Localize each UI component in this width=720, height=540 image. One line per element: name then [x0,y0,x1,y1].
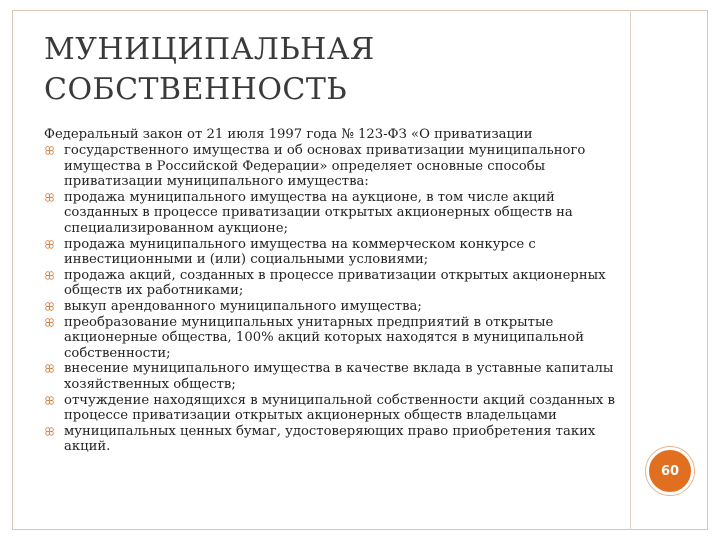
list-item-text: муниципальных ценных бумаг, удостоверяющих право приобретения таких акций. [64,423,596,455]
list-item [44,361,624,392]
intro-text: Федеральный закон от 21 июля 1997 года № 123-ФЗ «О приватизации [44,127,533,142]
clover-bullet-icon [45,364,54,373]
clover-bullet-icon [45,302,54,311]
slide-title [44,30,604,110]
list-item [44,190,624,237]
title-line-2: СОБСТВЕННОСТЬ [44,72,348,107]
list-item-text: государственного имущества и об основах приватизации муниципального имущества в Российской Федерации» определяет основные способы приватизации муниципального имущества: [64,143,586,190]
list-item [44,424,624,455]
clover-bullet-icon [45,240,54,249]
list-item-text: продажа акций, созданных в процессе приватизации открытых акционерных обществ их работниками; [64,267,606,299]
clover-bullet-icon [45,146,54,155]
list-item-text: выкуп арендованного муниципального имущества; [64,298,422,314]
list-item-text: преобразование муниципальных унитарных предприятий в открытые акционерные общества, 100% акций которых находятся в муниципальной собственности; [64,314,585,361]
list-item-text: отчуждение находящихся в муниципальной собственности акций созданных в процессе приватизации открытых акционерных обществ владельцами [64,392,615,424]
bullet-list [44,143,624,455]
list-item [44,299,624,315]
clover-bullet-icon [45,396,54,405]
list-item-text: внесение муниципального имущества в качестве вклада в уставные капиталы хозяйственных обществ; [64,361,614,392]
page-number-badge: 60 [646,447,694,495]
clover-bullet-icon [45,271,54,280]
clover-bullet-icon [45,427,54,436]
list-item [44,143,624,190]
list-item-text: продажа муниципального имущества на аукционе, в том числе акций созданных в процессе приватизации открытых акционерных обществ на специализированном аукционе; [64,189,573,236]
list-item [44,315,624,362]
list-item-text: продажа муниципального имущества на коммерческом конкурсе с инвестиционными и (или) социальными условиями; [64,236,536,268]
list-item [44,268,624,299]
slide-divider [630,10,631,530]
list-item [44,237,624,268]
clover-bullet-icon [45,193,54,202]
title-line-1: МУНИЦИПАЛЬНАЯ [44,32,375,67]
clover-bullet-icon [45,318,54,327]
list-item [44,393,624,424]
